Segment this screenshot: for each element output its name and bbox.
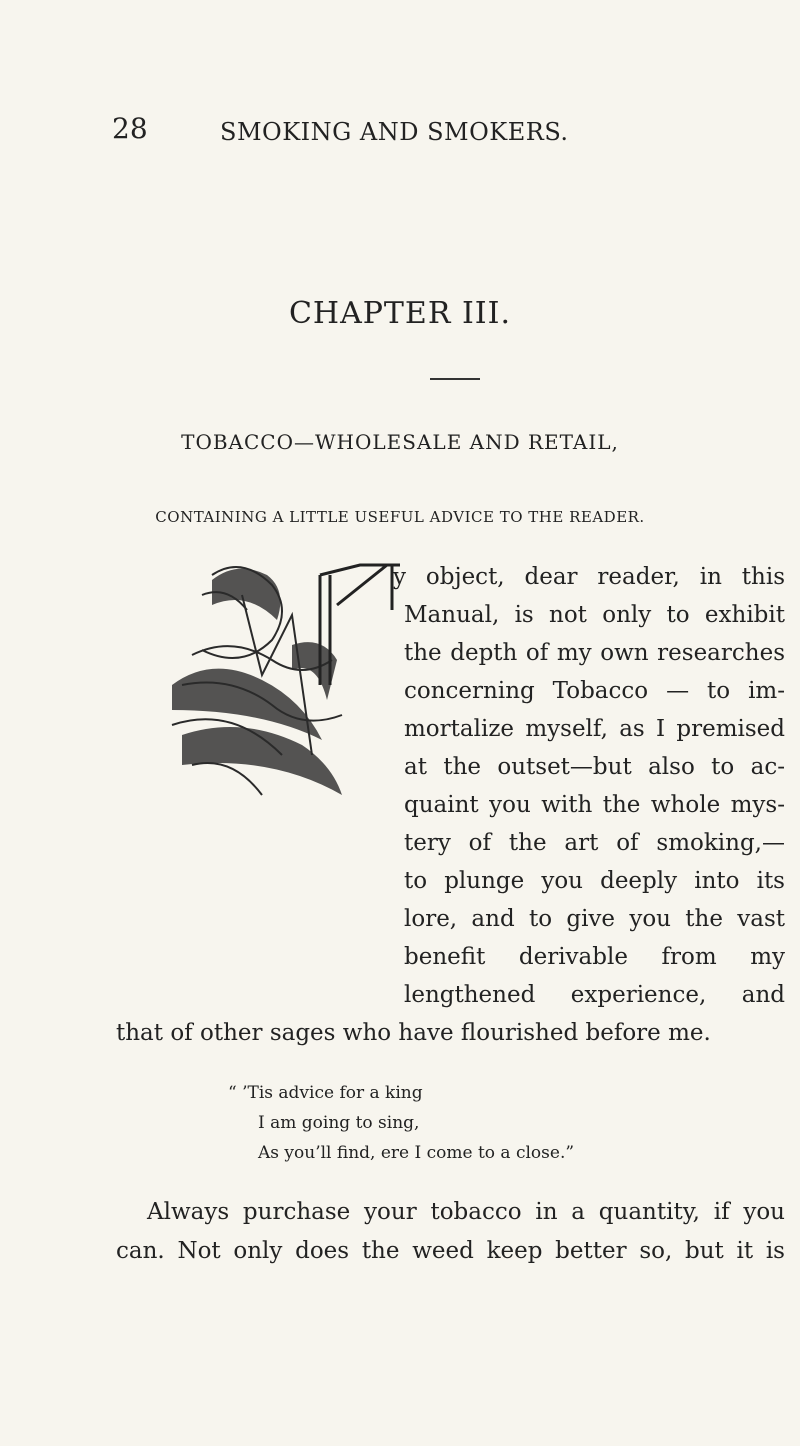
- text-line: to plunge you deeply into its: [404, 868, 785, 894]
- text-line: the depth of my own researches: [404, 640, 785, 666]
- running-head: SMOKING AND SMOKERS.: [220, 118, 569, 146]
- title-rule: [430, 378, 480, 380]
- page-number: 28: [112, 112, 148, 145]
- verse-line: As you’ll find, ere I come to a close.”: [258, 1143, 575, 1163]
- section-title: TOBACCO—WHOLESALE AND RETAIL,: [181, 430, 619, 454]
- page-header: [0, 112, 800, 152]
- text-line: can. Not only does the weed keep better so, but it is: [116, 1238, 785, 1264]
- text-line: that of other sages who have flourished before me.: [116, 1020, 711, 1046]
- text-line: quaint you with the whole mys-: [404, 792, 785, 818]
- text-line: benefit derivable from my: [404, 944, 785, 970]
- text-line: tery of the art of smoking,—: [404, 830, 785, 856]
- chapter-title: CHAPTER III.: [288, 296, 512, 331]
- verse-line: “ ’Tis advice for a king: [228, 1083, 423, 1103]
- text-line: at the outset—but also to ac-: [404, 754, 785, 780]
- text-line: lengthened experience, and: [404, 982, 785, 1008]
- text-line: mortalize myself, as I premised: [404, 716, 785, 742]
- text-line: lore, and to give you the vast: [404, 906, 785, 932]
- text-line: concerning Tobacco — to im-: [404, 678, 785, 704]
- verse-line: I am going to sing,: [258, 1113, 420, 1133]
- section-subtitle: CONTAINING A LITTLE USEFUL ADVICE TO THE READER.: [155, 508, 645, 526]
- text-line: Manual, is not only to exhibit: [404, 602, 785, 628]
- ornamental-initial-icon: [152, 555, 400, 820]
- text-line: Always purchase your tobacco in a quantity, if you: [147, 1199, 785, 1225]
- text-line: y object, dear reader, in this: [393, 564, 785, 590]
